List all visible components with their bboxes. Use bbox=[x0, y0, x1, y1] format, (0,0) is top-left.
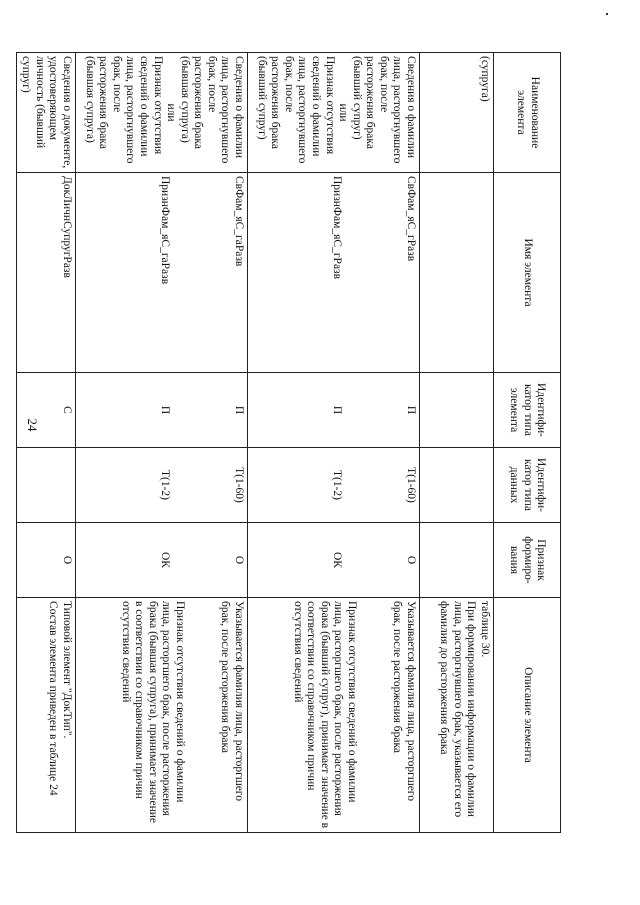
table-row bbox=[16, 53, 75, 833]
element-id: ДокЛичнСупругРазв bbox=[61, 176, 73, 278]
header-element-name: Наименование элемента bbox=[494, 53, 561, 173]
cell-datatype bbox=[16, 448, 75, 523]
formation-sign-alt: ОК bbox=[331, 552, 344, 568]
formation-sign: О bbox=[61, 555, 73, 565]
cell-sign bbox=[420, 523, 494, 598]
cell-sign bbox=[248, 523, 420, 598]
cell-description bbox=[248, 598, 420, 833]
cell-element bbox=[76, 173, 248, 373]
cell-sign bbox=[76, 523, 248, 598]
data-type: T(1-60) bbox=[233, 467, 245, 503]
element-type-alt: П bbox=[159, 405, 172, 415]
name-text-alt: Признак отсутствия сведений о фамилии лица, расторгнувшего брак, после расторжения брака (бывшая супруга) bbox=[83, 56, 164, 164]
formation-sign-alt: ОК bbox=[159, 552, 172, 568]
or-separator: или bbox=[165, 103, 178, 122]
cell-name bbox=[76, 53, 248, 173]
cell-datatype bbox=[248, 448, 420, 523]
description-text: Указывается фамилия лица, расторгшего брак, после расторжения брака bbox=[391, 601, 417, 801]
cell-datatype bbox=[420, 448, 494, 523]
cell-description bbox=[16, 598, 75, 833]
cell-element bbox=[16, 173, 75, 373]
element-type: П bbox=[233, 405, 245, 415]
cell-name bbox=[420, 53, 494, 173]
cell-description bbox=[420, 598, 494, 833]
header-description: Описание элемента bbox=[494, 598, 561, 833]
cell-element bbox=[248, 173, 420, 373]
name-text: Сведения о документе, удостоверяющем личность (бывший супруг) bbox=[20, 56, 73, 169]
cell-element bbox=[420, 173, 494, 373]
cell-description bbox=[76, 598, 248, 833]
element-id: СвФам_яС_гаРазв bbox=[233, 176, 245, 267]
element-type-alt: П bbox=[331, 405, 344, 415]
table-row bbox=[248, 53, 420, 833]
cell-type bbox=[248, 373, 420, 448]
table-row bbox=[76, 53, 248, 833]
name-text: Сведения о фамилии лица, расторгнувшего брак, после расторжения брака (бывшая супруга) bbox=[178, 56, 245, 164]
formation-sign: О bbox=[233, 555, 245, 565]
element-type: С bbox=[61, 406, 73, 414]
data-type: T(1-60) bbox=[405, 467, 417, 503]
formation-sign: О bbox=[405, 555, 417, 565]
data-type-alt: T(1-2) bbox=[159, 469, 172, 500]
scan-dot bbox=[606, 13, 608, 15]
cell-type bbox=[16, 373, 75, 448]
header-element-id: Имя элемента bbox=[494, 173, 561, 373]
element-id-alt: ПризнФам_яС_гаРазв bbox=[159, 176, 172, 285]
element-type: П bbox=[405, 405, 417, 415]
data-type-alt: T(1-2) bbox=[331, 469, 344, 500]
cell-sign bbox=[16, 523, 75, 598]
header-data-type: Идентифи-катор типа данных bbox=[494, 448, 561, 523]
cell-name bbox=[248, 53, 420, 173]
cell-type bbox=[420, 373, 494, 448]
header-element-type: Идентифи-катор типа элемента bbox=[494, 373, 561, 448]
document-table-rotated bbox=[20, 52, 561, 832]
description-text: таблице 30. При формировании информации о фамилии лица, расторгнувшего брак, указывается его фамилия до расторжения брака bbox=[438, 601, 491, 818]
elements-table bbox=[16, 52, 561, 833]
table-row bbox=[420, 53, 494, 833]
cell-name bbox=[16, 53, 75, 173]
header-formation-sign: Признак формиро-вания bbox=[494, 523, 561, 598]
page-number: 24 bbox=[25, 418, 40, 432]
description-text-alt: Признак отсутствия сведений о фамилии лица, расторгшего брак, после расторжения брака (бывший супруг), принимает значение в соответствии со справочником причин отсутствия сведений bbox=[291, 601, 358, 829]
cell-datatype bbox=[76, 448, 248, 523]
description-text: Указывается фамилия лица, расторгшего брак, после расторжения брака bbox=[219, 601, 245, 801]
description-text-alt: Признак отсутствия сведений о фамилии лица, расторгшего брак, после расторжения брака (бывшая супруга), принимает значение в соответствии со справочником причин отсутствия сведений bbox=[119, 601, 186, 823]
name-text-alt: Признак отсутствия сведений о фамилии лица, расторгнувшего брак, после расторжения брака (бывший супруг) bbox=[255, 56, 336, 164]
name-text: (супруга) bbox=[479, 56, 491, 102]
cell-type bbox=[76, 373, 248, 448]
element-id-alt: ПризнФам_яС_гРазв bbox=[331, 176, 344, 280]
table-header-row bbox=[494, 53, 561, 833]
name-text: Сведения о фамилии лица, расторгнувшего брак, после расторжения брака (бывший супруг) bbox=[350, 56, 417, 164]
element-id: СвФам_яС_гРазв bbox=[405, 176, 417, 262]
or-separator: или bbox=[337, 103, 350, 122]
description-text: Типовой элемент "ДокТип". Состав элемента приведен в таблице 24 bbox=[47, 601, 73, 796]
